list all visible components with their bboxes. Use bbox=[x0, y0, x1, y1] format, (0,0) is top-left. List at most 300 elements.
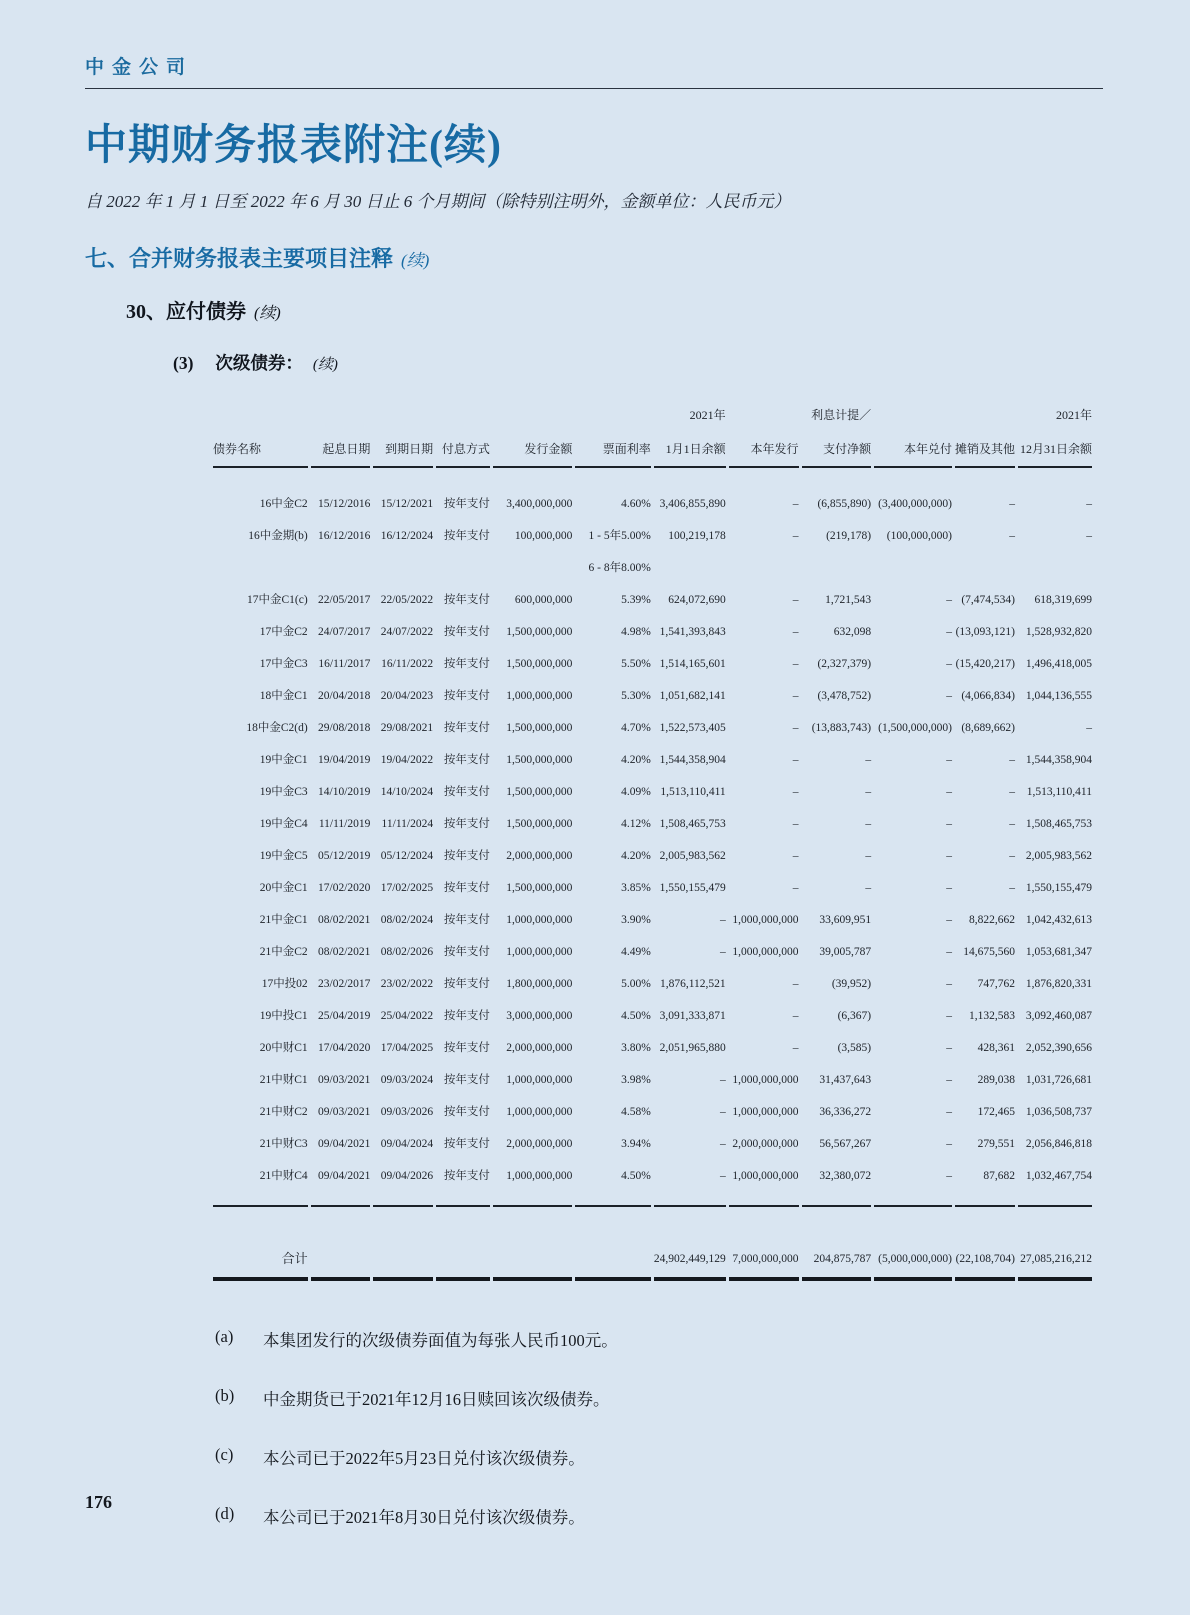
cell-issued-this-year: – bbox=[792, 978, 799, 991]
cell-issue-amount: 3,400,000,000 bbox=[506, 498, 573, 511]
cell-dec31-balance: 1,032,467,754 bbox=[1018, 1160, 1092, 1207]
cell-jan1-balance: 2,005,983,562 bbox=[659, 850, 726, 863]
page-number: 176 bbox=[85, 1492, 112, 1512]
section1-continued: (续) bbox=[401, 251, 430, 271]
cell-bond-name: 21中财C2 bbox=[259, 1106, 308, 1119]
cell-redeemed-this-year: – bbox=[946, 1010, 952, 1023]
cell-maturity-date: 16/12/2024 bbox=[380, 530, 434, 543]
col-amortization: 摊销及其他 bbox=[955, 425, 1015, 468]
table-row bbox=[213, 584, 1092, 616]
cell-start-date: 19/04/2019 bbox=[318, 754, 371, 767]
table-row bbox=[213, 1096, 1092, 1128]
table-row bbox=[213, 1160, 1092, 1207]
cell-maturity-date: 08/02/2026 bbox=[380, 946, 434, 959]
cell-issued-this-year: – bbox=[792, 1010, 799, 1023]
cell-interest-net: 632,098 bbox=[833, 626, 872, 639]
cell-start-date: 08/02/2021 bbox=[318, 914, 371, 927]
cell-jan1-balance: 1,513,110,411 bbox=[660, 786, 726, 799]
cell-redeemed-this-year: – bbox=[946, 914, 952, 927]
spacer-row bbox=[213, 468, 1092, 488]
cell-start-date: 09/04/2021 bbox=[311, 1160, 371, 1207]
cell-dec31-balance: 1,496,418,005 bbox=[1025, 658, 1092, 671]
cell-bond-name: 17中金C1(c) bbox=[247, 594, 308, 607]
cell-interest-net: (6,855,890) bbox=[817, 498, 872, 511]
header-divider bbox=[85, 88, 1103, 89]
cell-amortization: 8,822,662 bbox=[968, 914, 1015, 927]
footnote-marker: (a) bbox=[215, 1327, 234, 1347]
cell-maturity-date: 09/04/2024 bbox=[380, 1138, 434, 1151]
section-heading-level1 bbox=[85, 242, 1105, 273]
cell-amortization: 289,038 bbox=[977, 1074, 1015, 1087]
header-top-empty bbox=[955, 393, 1015, 425]
table-row bbox=[213, 680, 1092, 712]
cell-start-date: 15/12/2016 bbox=[318, 498, 371, 511]
cell-amortization: 279,551 bbox=[977, 1138, 1015, 1151]
cell-dec31-balance: 2,056,846,818 bbox=[1025, 1138, 1092, 1151]
cell-maturity-date: 29/08/2021 bbox=[380, 722, 434, 735]
cell-amortization: 172,465 bbox=[977, 1106, 1015, 1119]
cell-issued-this-year: – bbox=[792, 594, 799, 607]
cell-interest-net: 39,005,787 bbox=[819, 946, 872, 959]
cell-issue-amount: 1,000,000,000 bbox=[493, 1160, 572, 1207]
cell-coupon-rate: 3.94% bbox=[621, 1138, 651, 1151]
cell-amortization: (15,420,217) bbox=[955, 658, 1015, 671]
cell-bond-name: 17中金C3 bbox=[259, 658, 308, 671]
cell-issue-amount: 600,000,000 bbox=[514, 594, 573, 607]
cell-bond-name: 17中金C2 bbox=[259, 626, 308, 639]
cell-maturity-date: 05/12/2024 bbox=[380, 850, 434, 863]
cell-redeemed-this-year: (3,400,000,000) bbox=[878, 498, 952, 511]
cell-start-date: 09/03/2021 bbox=[318, 1074, 371, 1087]
table-row bbox=[213, 648, 1092, 680]
cell-pay-method: 按年支付 bbox=[443, 626, 490, 639]
cell-bond-name: 20中财C1 bbox=[259, 1042, 308, 1055]
table-row bbox=[213, 616, 1092, 648]
cell-dec31-balance: 1,042,432,613 bbox=[1025, 914, 1092, 927]
cell-jan1-balance: 1,051,682,141 bbox=[659, 690, 726, 703]
cell-jan1-balance: 3,091,333,871 bbox=[659, 1010, 726, 1023]
cell-pay-method: 按年支付 bbox=[443, 722, 490, 735]
cell-pay-method: 按年支付 bbox=[443, 946, 490, 959]
cell-jan1-balance: 2,051,965,880 bbox=[659, 1042, 726, 1055]
footnote-text: 本公司已于2021年8月30日兑付该次级债券。 bbox=[263, 1508, 585, 1528]
cell-bond-name: 21中财C4 bbox=[213, 1160, 308, 1207]
cell-dec31-balance: 1,036,508,737 bbox=[1025, 1106, 1092, 1119]
cell-redeemed-this-year: – bbox=[946, 1138, 952, 1151]
cell-interest-net: – bbox=[865, 818, 872, 831]
cell-amortization: – bbox=[1009, 786, 1015, 799]
cell-pay-method: 按年支付 bbox=[443, 850, 490, 863]
table-row bbox=[213, 1000, 1092, 1032]
cell-redeemed-this-year: – bbox=[946, 626, 952, 639]
cell-amortization: – bbox=[1009, 850, 1015, 863]
cell-maturity-date: 17/02/2025 bbox=[380, 882, 434, 895]
cell-dec31-balance: – bbox=[1086, 530, 1092, 543]
cell-dec31-balance: 1,513,110,411 bbox=[1026, 786, 1092, 799]
cell-coupon-rate: 4.98% bbox=[621, 626, 651, 639]
header-top-empty bbox=[213, 393, 651, 425]
page-subtitle: 自 2022 年 1 月 1 日至 2022 年 6 月 30 日止 6 个月期间（除特别注明外，金额单位：人民币元） bbox=[85, 192, 791, 212]
cell-dec31-balance: 2,052,390,656 bbox=[1025, 1042, 1092, 1055]
cell-issued-this-year: 1,000,000,000 bbox=[732, 1074, 799, 1087]
header-interest-accrual: 利息计提／ bbox=[811, 408, 872, 423]
cell-coupon-rate: 4.50% bbox=[621, 1010, 651, 1023]
cell-pay-method: 按年支付 bbox=[436, 1160, 490, 1207]
footnote-c bbox=[215, 1445, 1105, 1469]
cell-coupon-rate: 4.20% bbox=[621, 850, 651, 863]
cell-jan1-balance: – bbox=[719, 1106, 726, 1119]
subordinated-bonds-table bbox=[210, 393, 1095, 1281]
company-name: 中金公司 bbox=[85, 57, 194, 78]
cell-amortization: – bbox=[1009, 530, 1015, 543]
table-row bbox=[213, 904, 1092, 936]
cell-jan1-balance: 1,544,358,904 bbox=[659, 754, 726, 767]
col-start-date: 起息日期 bbox=[311, 425, 371, 468]
total-row bbox=[213, 1241, 1092, 1281]
cell-bond-name: 21中金C1 bbox=[259, 914, 308, 927]
table-row bbox=[213, 488, 1092, 520]
section2-label: 30、应付债券 bbox=[126, 301, 246, 324]
table-row bbox=[213, 1032, 1092, 1064]
cell-issue-amount: 1,500,000,000 bbox=[506, 882, 573, 895]
cell-jan1-balance: 1,541,393,843 bbox=[659, 626, 726, 639]
cell-bond-name: 19中金C5 bbox=[259, 850, 308, 863]
section3-continued: (续) bbox=[312, 357, 338, 374]
cell-start-date: 14/10/2019 bbox=[318, 786, 371, 799]
cell-issue-amount: 1,500,000,000 bbox=[506, 754, 573, 767]
col-issue-amount: 发行金额 bbox=[493, 425, 572, 468]
cell-issue-amount: 1,500,000,000 bbox=[506, 722, 573, 735]
cell-issued-this-year: – bbox=[792, 882, 799, 895]
cell-start-date: 17/02/2020 bbox=[318, 882, 371, 895]
cell-maturity-date: 09/03/2024 bbox=[380, 1074, 434, 1087]
footnotes bbox=[215, 1327, 1105, 1528]
cell-jan1-balance: – bbox=[719, 1138, 726, 1151]
cell-pay-method: 按年支付 bbox=[443, 1042, 490, 1055]
cell-dec31-balance: 1,550,155,479 bbox=[1025, 882, 1092, 895]
table-row bbox=[213, 936, 1092, 968]
total-issued-this-year: 7,000,000,000 bbox=[729, 1241, 799, 1281]
cell-bond-name: 21中金C2 bbox=[259, 946, 308, 959]
cell-maturity-date: 16/11/2022 bbox=[381, 658, 434, 671]
col-redeemed-this-year: 本年兑付 bbox=[874, 425, 952, 468]
cell-bond-name: 19中金C4 bbox=[259, 818, 308, 831]
table-row bbox=[213, 968, 1092, 1000]
cell-amortization: 87,682 bbox=[955, 1160, 1015, 1207]
cell-start-date: 11/11/2019 bbox=[318, 818, 371, 831]
table-row bbox=[213, 1064, 1092, 1096]
header-top-empty bbox=[874, 393, 952, 425]
cell-jan1-balance: – bbox=[719, 1074, 726, 1087]
footnote-text: 本公司已于2022年5月23日兑付该次级债券。 bbox=[263, 1449, 585, 1469]
cell-maturity-date: 09/03/2026 bbox=[380, 1106, 434, 1119]
cell-bond-name: 17中投02 bbox=[261, 978, 308, 991]
cell-jan1-balance: 1,876,112,521 bbox=[659, 978, 726, 991]
cell-amortization: – bbox=[1009, 498, 1015, 511]
cell-redeemed-this-year: – bbox=[946, 690, 952, 703]
cell-interest-net: – bbox=[865, 850, 872, 863]
page-title: 中期财务报表附注(续) bbox=[85, 123, 502, 169]
cell-issue-amount: 2,000,000,000 bbox=[506, 1042, 573, 1055]
cell-coupon-rate: 4.09% bbox=[621, 786, 651, 799]
cell-bond-name: 18中金C1 bbox=[259, 690, 308, 703]
cell-dec31-balance: 1,876,820,331 bbox=[1025, 978, 1092, 991]
footnote-text: 中金期货已于2021年12月16日赎回该次级债券。 bbox=[263, 1390, 610, 1410]
cell-jan1-balance: 1,514,165,601 bbox=[659, 658, 726, 671]
cell-amortization: (8,689,662) bbox=[961, 722, 1015, 735]
table-header-top-row bbox=[213, 393, 1092, 425]
table-body bbox=[213, 468, 1092, 1207]
cell-interest-net: 1,721,543 bbox=[825, 594, 872, 607]
cell-pay-method: 按年支付 bbox=[443, 786, 490, 799]
cell-issued-this-year: 1,000,000,000 bbox=[732, 1106, 799, 1119]
footnote-marker: (d) bbox=[215, 1504, 235, 1524]
cell-dec31-balance: 618,319,699 bbox=[1034, 594, 1092, 607]
cell-bond-name: 16中金C2 bbox=[259, 498, 308, 511]
cell-pay-method: 按年支付 bbox=[443, 818, 490, 831]
cell-interest-net: – bbox=[865, 754, 872, 767]
cell-issued-this-year: – bbox=[792, 626, 799, 639]
cell-coupon-rate: 5.50% bbox=[621, 658, 651, 671]
cell-coupon-rate: 4.58% bbox=[621, 1106, 651, 1119]
cell-coupon-rate: 5.39% bbox=[621, 594, 651, 607]
col-maturity-date: 到期日期 bbox=[373, 425, 433, 468]
cell-coupon-rate: 1 - 5年5.00% 6 - 8年8.00% bbox=[588, 530, 651, 575]
cell-interest-net: 32,380,072 bbox=[802, 1160, 872, 1207]
col-dec31-balance: 12月31日余额 bbox=[1018, 425, 1092, 468]
cell-pay-method: 按年支付 bbox=[443, 1074, 490, 1087]
cell-start-date: 25/04/2019 bbox=[318, 1010, 371, 1023]
cell-issued-this-year: – bbox=[792, 690, 799, 703]
cell-issue-amount: 3,000,000,000 bbox=[506, 1010, 573, 1023]
cell-maturity-date: 23/02/2022 bbox=[380, 978, 434, 991]
footnote-marker: (b) bbox=[215, 1386, 235, 1406]
cell-issued-this-year: – bbox=[792, 850, 799, 863]
cell-issued-this-year: – bbox=[792, 786, 799, 799]
section-heading-level2 bbox=[126, 295, 1105, 324]
cell-pay-method: 按年支付 bbox=[443, 1010, 490, 1023]
cell-pay-method: 按年支付 bbox=[443, 498, 490, 511]
cell-redeemed-this-year: – bbox=[946, 754, 952, 767]
cell-start-date: 29/08/2018 bbox=[318, 722, 371, 735]
footnote-text: 本集团发行的次级债券面值为每张人民币100元。 bbox=[263, 1331, 618, 1351]
cell-bond-name: 21中财C1 bbox=[259, 1074, 308, 1087]
cell-redeemed-this-year: – bbox=[946, 1106, 952, 1119]
table-row bbox=[213, 712, 1092, 744]
cell-issued-this-year: – bbox=[792, 818, 799, 831]
table-row bbox=[213, 1128, 1092, 1160]
cell-bond-name: 19中金C3 bbox=[259, 786, 308, 799]
cell-amortization: – bbox=[1009, 754, 1015, 767]
cell-jan1-balance: – bbox=[719, 946, 726, 959]
total-label: 合计 bbox=[213, 1241, 308, 1281]
cell-issued-this-year: – bbox=[792, 722, 799, 735]
cell-amortization: – bbox=[1009, 818, 1015, 831]
cell-issue-amount: 1,500,000,000 bbox=[506, 658, 573, 671]
footnote-b bbox=[215, 1386, 1105, 1410]
cell-redeemed-this-year: (100,000,000) bbox=[886, 530, 952, 543]
cell-issued-this-year: – bbox=[792, 754, 799, 767]
cell-redeemed-this-year: – bbox=[874, 1160, 952, 1207]
cell-pay-method: 按年支付 bbox=[443, 690, 490, 703]
cell-maturity-date: 15/12/2021 bbox=[380, 498, 434, 511]
col-bond-name: 债券名称 bbox=[213, 425, 308, 468]
cell-pay-method: 按年支付 bbox=[443, 978, 490, 991]
cell-issue-amount: 2,000,000,000 bbox=[506, 1138, 573, 1151]
cell-issue-amount: 2,000,000,000 bbox=[506, 850, 573, 863]
cell-start-date: 22/05/2017 bbox=[318, 594, 371, 607]
table-row bbox=[213, 744, 1092, 776]
cell-redeemed-this-year: – bbox=[946, 850, 952, 863]
cell-dec31-balance: – bbox=[1086, 722, 1092, 735]
cell-maturity-date: 20/04/2023 bbox=[380, 690, 434, 703]
cell-start-date: 23/02/2017 bbox=[318, 978, 371, 991]
cell-jan1-balance: 1,522,573,405 bbox=[659, 722, 726, 735]
cell-maturity-date: 11/11/2024 bbox=[381, 818, 434, 831]
cell-dec31-balance: 1,053,681,347 bbox=[1025, 946, 1092, 959]
cell-interest-net: (3,478,752) bbox=[817, 690, 872, 703]
cell-interest-net: (219,178) bbox=[826, 530, 872, 543]
cell-issued-this-year: 2,000,000,000 bbox=[732, 1138, 799, 1151]
cell-redeemed-this-year: – bbox=[946, 658, 952, 671]
total-jan1-balance: 24,902,449,129 bbox=[654, 1241, 726, 1281]
cell-amortization: (4,066,834) bbox=[961, 690, 1015, 703]
cell-start-date: 09/03/2021 bbox=[318, 1106, 371, 1119]
cell-amortization: 1,132,583 bbox=[968, 1010, 1015, 1023]
table-footer bbox=[213, 1207, 1092, 1281]
cell-issue-amount: 1,000,000,000 bbox=[506, 1106, 573, 1119]
cell-coupon-rate: 4.20% bbox=[621, 754, 651, 767]
table-row bbox=[213, 872, 1092, 904]
cell-dec31-balance: 1,044,136,555 bbox=[1025, 690, 1092, 703]
cell-maturity-date: 09/04/2026 bbox=[373, 1160, 433, 1207]
cell-coupon-rate: 4.70% bbox=[621, 722, 651, 735]
cell-coupon-rate: 5.30% bbox=[621, 690, 651, 703]
col-interest-net: 支付净额 bbox=[802, 425, 872, 468]
table-row bbox=[213, 840, 1092, 872]
spacer-row bbox=[213, 1207, 1092, 1241]
cell-issue-amount: 1,500,000,000 bbox=[506, 786, 573, 799]
cell-jan1-balance: – bbox=[719, 914, 726, 927]
cell-bond-name: 21中财C3 bbox=[259, 1138, 308, 1151]
header-year-2021-left: 2021年 bbox=[689, 408, 726, 423]
cell-redeemed-this-year: – bbox=[946, 1074, 952, 1087]
cell-maturity-date: 25/04/2022 bbox=[380, 1010, 434, 1023]
cell-redeemed-this-year: – bbox=[946, 1042, 952, 1055]
cell-coupon-rate: 3.85% bbox=[621, 882, 651, 895]
cell-coupon-rate: 5.00% bbox=[621, 978, 651, 991]
cell-issue-amount: 1,000,000,000 bbox=[506, 946, 573, 959]
cell-dec31-balance: 1,031,726,681 bbox=[1025, 1074, 1092, 1087]
cell-interest-net: 31,437,643 bbox=[819, 1074, 872, 1087]
cell-dec31-balance: – bbox=[1086, 498, 1092, 511]
cell-maturity-date: 14/10/2024 bbox=[380, 786, 434, 799]
cell-dec31-balance: 1,544,358,904 bbox=[1025, 754, 1092, 767]
cell-issue-amount: 1,800,000,000 bbox=[506, 978, 573, 991]
cell-start-date: 09/04/2021 bbox=[318, 1138, 371, 1151]
cell-start-date: 24/07/2017 bbox=[318, 626, 371, 639]
cell-dec31-balance: 3,092,460,087 bbox=[1025, 1010, 1092, 1023]
table-row bbox=[213, 776, 1092, 808]
cell-bond-name: 19中投C1 bbox=[259, 1010, 308, 1023]
cell-interest-net: (39,952) bbox=[831, 978, 872, 991]
cell-amortization: (13,093,121) bbox=[955, 626, 1015, 639]
cell-issued-this-year: 1,000,000,000 bbox=[729, 1160, 799, 1207]
cell-start-date: 08/02/2021 bbox=[318, 946, 371, 959]
total-dec31-balance: 27,085,216,212 bbox=[1018, 1241, 1092, 1281]
section2-continued: (续) bbox=[254, 305, 281, 323]
cell-jan1-balance: 3,406,855,890 bbox=[659, 498, 726, 511]
section3-number: (3) bbox=[173, 353, 194, 374]
cell-interest-net: 33,609,951 bbox=[819, 914, 872, 927]
col-jan1-balance: 1月1日余额 bbox=[654, 425, 726, 468]
cell-issue-amount: 1,000,000,000 bbox=[506, 914, 573, 927]
total-interest-net: 204,875,787 bbox=[802, 1241, 872, 1281]
cell-start-date: 17/04/2020 bbox=[318, 1042, 371, 1055]
cell-start-date: 16/11/2017 bbox=[318, 658, 371, 671]
cell-coupon-rate: 3.98% bbox=[621, 1074, 651, 1087]
total-amortization: (22,108,704) bbox=[955, 1241, 1015, 1281]
cell-amortization: (7,474,534) bbox=[961, 594, 1015, 607]
section1-label: 七、合并财务报表主要项目注释 bbox=[85, 246, 394, 272]
cell-issue-amount: 100,000,000 bbox=[514, 530, 573, 543]
cell-dec31-balance: 2,005,983,562 bbox=[1025, 850, 1092, 863]
section3-label: 次级债券： bbox=[215, 353, 303, 374]
cell-amortization: 428,361 bbox=[977, 1042, 1015, 1055]
table-header-row bbox=[213, 425, 1092, 468]
section-heading-level3 bbox=[173, 350, 1105, 375]
cell-interest-net: 36,336,272 bbox=[819, 1106, 872, 1119]
cell-coupon-rate: 3.90% bbox=[621, 914, 651, 927]
cell-interest-net: – bbox=[865, 786, 872, 799]
cell-interest-net: (13,883,743) bbox=[811, 722, 872, 735]
cell-jan1-balance: 624,072,690 bbox=[668, 594, 726, 607]
cell-start-date: 16/12/2016 bbox=[318, 530, 371, 543]
cell-pay-method: 按年支付 bbox=[443, 1138, 490, 1151]
table-row bbox=[213, 808, 1092, 840]
cell-maturity-date: 08/02/2024 bbox=[380, 914, 434, 927]
cell-jan1-balance: 1,508,465,753 bbox=[659, 818, 726, 831]
cell-bond-name: 18中金C2(d) bbox=[246, 722, 308, 735]
cell-pay-method: 按年支付 bbox=[443, 914, 490, 927]
cell-maturity-date: 22/05/2022 bbox=[380, 594, 434, 607]
cell-bond-name: 20中金C1 bbox=[259, 882, 308, 895]
header-year-2021-right: 2021年 bbox=[1055, 408, 1092, 423]
cell-start-date: 05/12/2019 bbox=[318, 850, 371, 863]
cell-issued-this-year: – bbox=[792, 498, 799, 511]
cell-issued-this-year: – bbox=[792, 1042, 799, 1055]
cell-maturity-date: 17/04/2025 bbox=[380, 1042, 434, 1055]
cell-jan1-balance: – bbox=[654, 1160, 726, 1207]
cell-jan1-balance: 1,550,155,479 bbox=[659, 882, 726, 895]
cell-pay-method: 按年支付 bbox=[443, 530, 490, 543]
cell-redeemed-this-year: – bbox=[946, 978, 952, 991]
cell-issue-amount: 1,500,000,000 bbox=[506, 626, 573, 639]
cell-pay-method: 按年支付 bbox=[443, 658, 490, 671]
cell-dec31-balance: 1,508,465,753 bbox=[1025, 818, 1092, 831]
cell-amortization: 14,675,560 bbox=[963, 946, 1015, 959]
cell-start-date: 20/04/2018 bbox=[318, 690, 371, 703]
cell-interest-net: (6,367) bbox=[837, 1010, 872, 1023]
cell-coupon-rate: 3.80% bbox=[621, 1042, 651, 1055]
cell-coupon-rate: 4.49% bbox=[621, 946, 651, 959]
cell-interest-net: – bbox=[865, 882, 872, 895]
footnote-a bbox=[215, 1327, 1105, 1351]
cell-issue-amount: 1,000,000,000 bbox=[506, 690, 573, 703]
cell-issued-this-year: – bbox=[792, 530, 799, 543]
cell-amortization: – bbox=[1009, 882, 1015, 895]
cell-redeemed-this-year: – bbox=[946, 594, 952, 607]
